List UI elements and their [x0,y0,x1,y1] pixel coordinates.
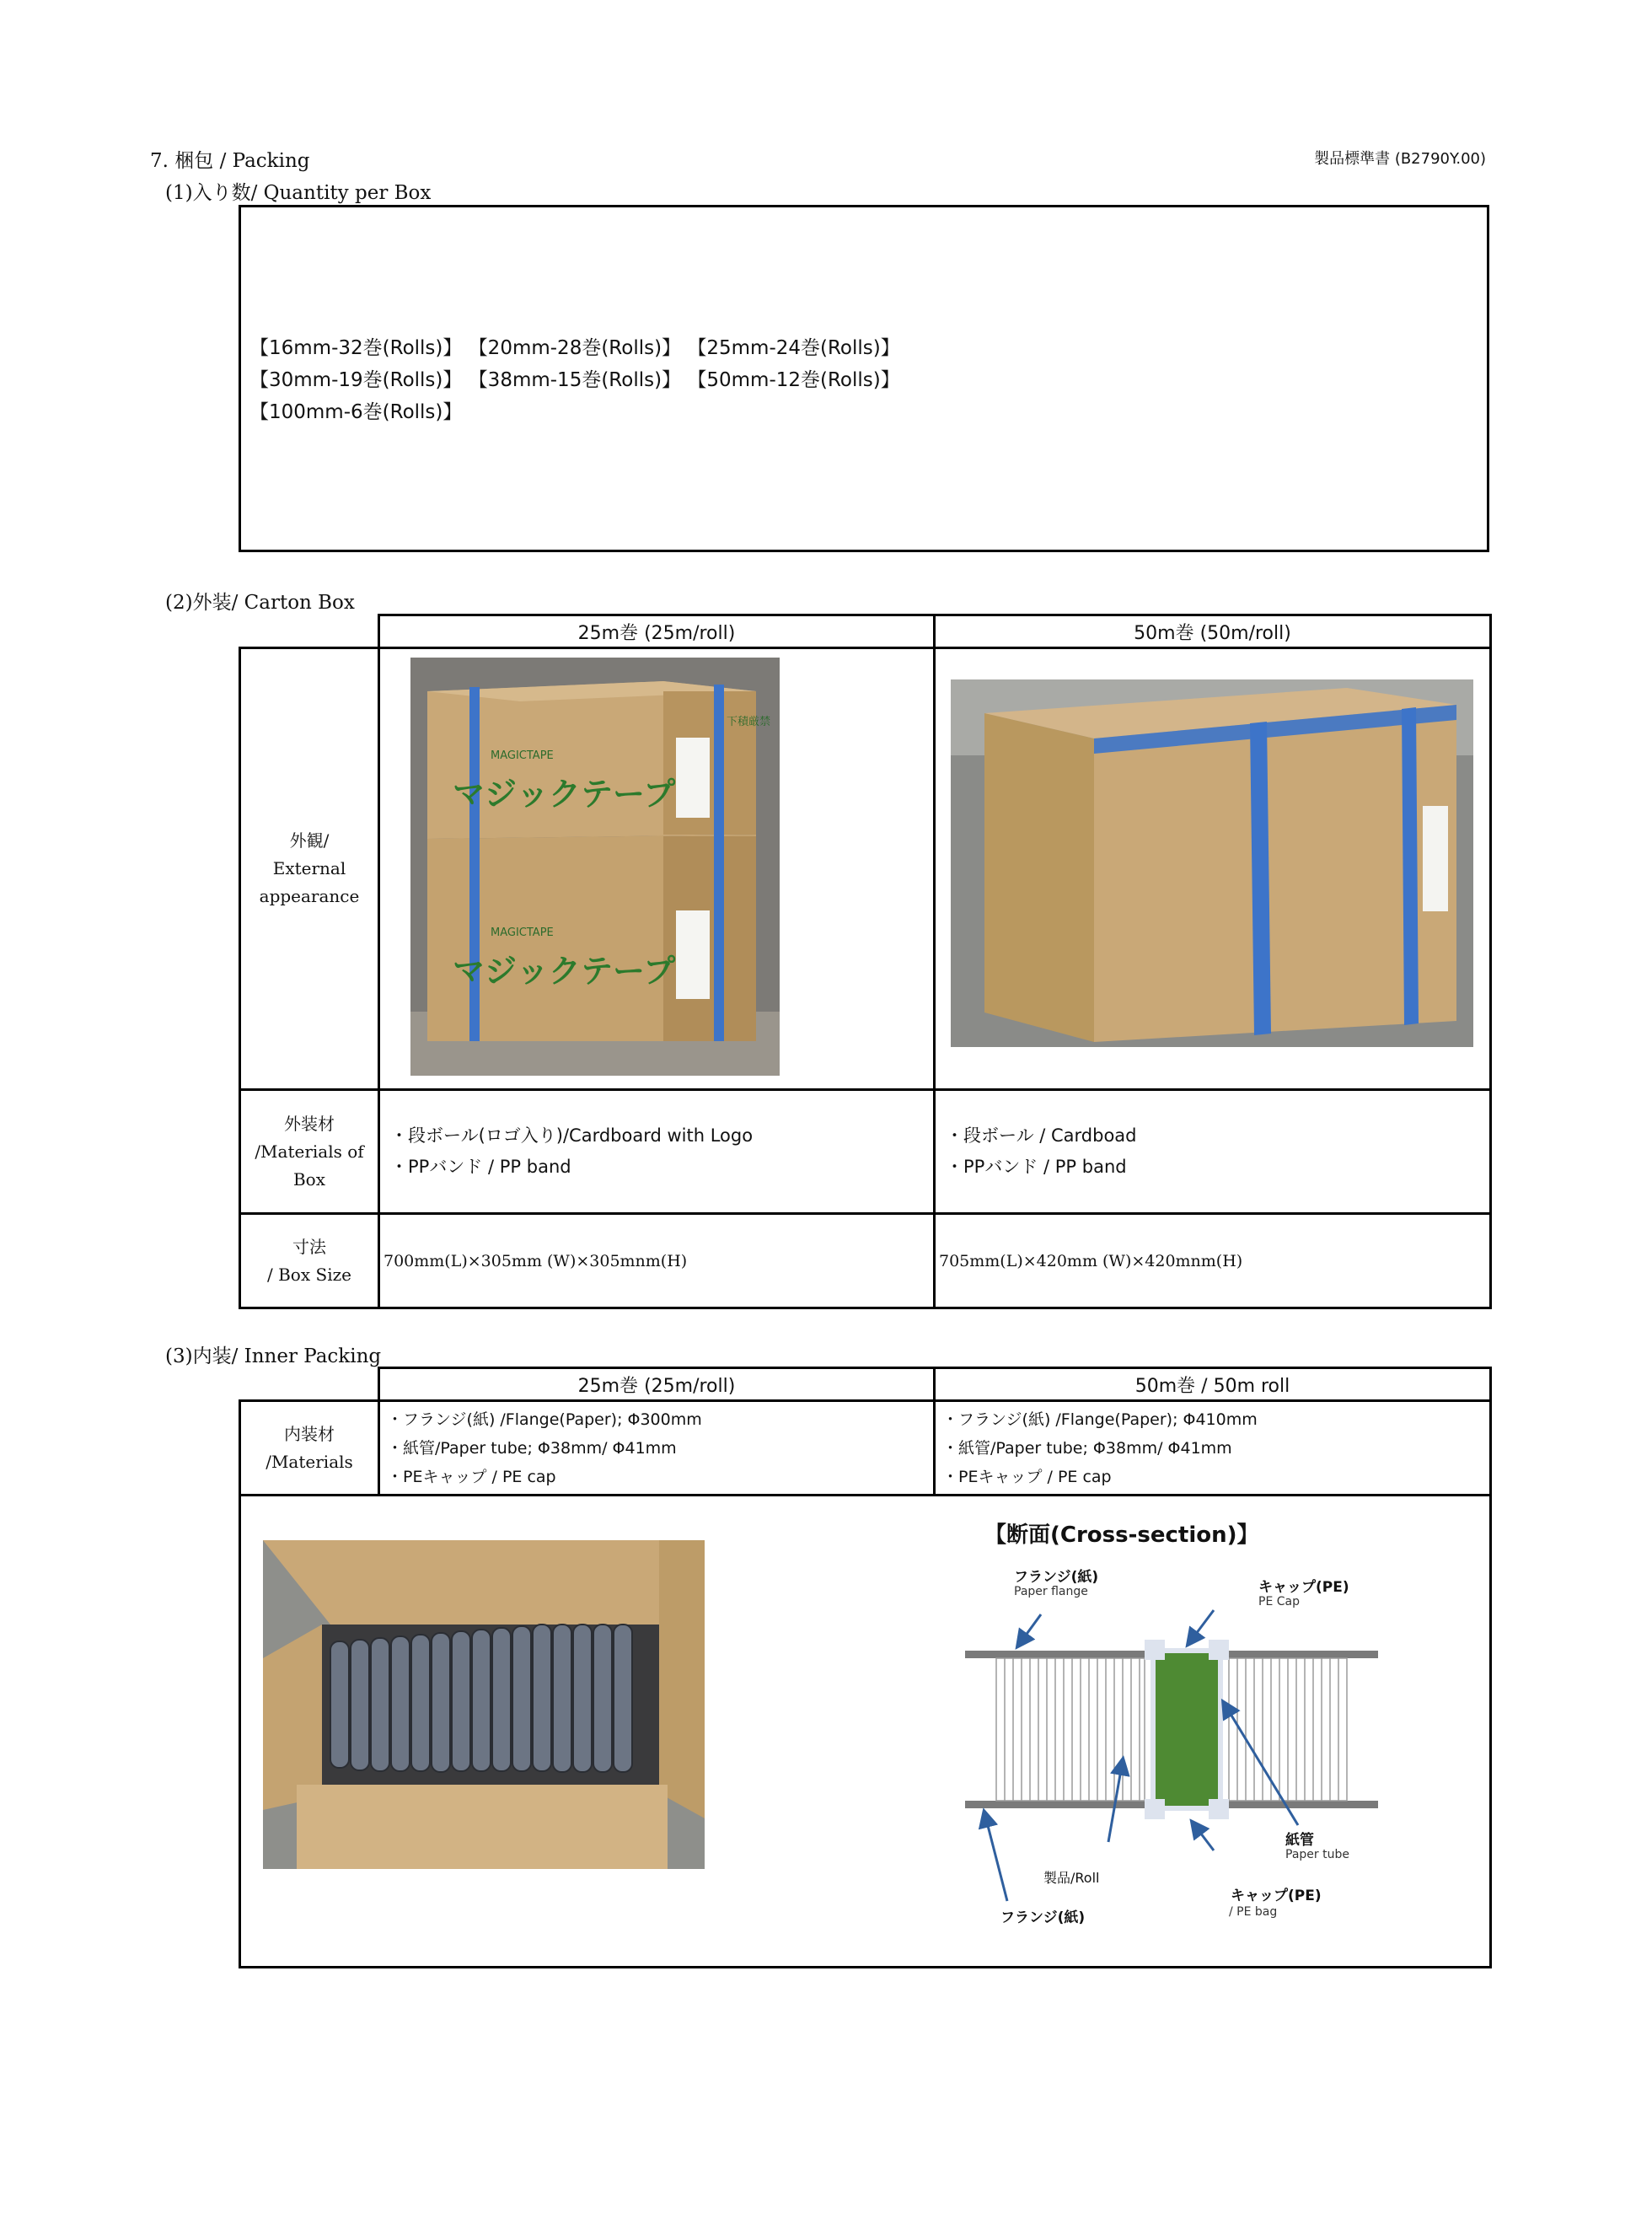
label-roll: 製品/Roll [1043,1870,1100,1886]
roll-right [1229,1658,1347,1801]
carton-col2-header: 50m巻 (50m/roll) [935,615,1491,648]
label-flange-top-sub: Paper flange [1014,1585,1088,1598]
appearance-label: 外観/ External appearance [240,648,379,1090]
box-brand-top: マジックテープ [453,776,676,813]
label-cap-bottom-sub: / PE bag [1229,1905,1278,1919]
carton-photo-50m [951,679,1473,1047]
section-title: 7. 梱包 / Packing [150,150,310,172]
inner-photo [263,1540,705,1869]
size-label: 寸法 / Box Size [240,1214,379,1308]
carton-col1-materials: ・段ボール(ロゴ入り)/Cardboard with Logo ・PPバンド / PP band [379,1090,935,1214]
box-brand-bottom: マジックテープ [453,953,676,990]
paper-tube [1153,1651,1220,1808]
inner-col1-header: 25m巻 (25m/roll) [379,1368,935,1401]
label-flange-top: フランジ(紙) [1014,1569,1099,1586]
quantity-box [239,205,1489,552]
plain-box-image [951,679,1473,1047]
cross-section-drawing [961,1551,1399,1939]
inner-col2-header: 50m巻 / 50m roll [935,1368,1491,1401]
inner-materials-label: 内装材 /Materials [240,1401,379,1496]
cap-bottom-left [1145,1799,1165,1819]
label-tube-sub: Paper tube [1285,1848,1349,1861]
carton-col1-header: 25m巻 (25m/roll) [379,615,935,648]
box-brand-small: MAGICTAPE [491,926,554,939]
label-flange-bottom: フランジ(紙) [1000,1909,1086,1926]
box-brand-small: MAGICTAPE [491,749,554,762]
cap-bottom-right [1209,1799,1229,1819]
carton-col2-size: 705mm(L)×420mm (W)×420mnm(H) [935,1214,1491,1308]
cross-section-title: 【断面(Cross-section)】 [984,1523,1259,1548]
carton-photo-25m [410,658,780,1076]
inner-col2-materials: ・フランジ(紙) /Flange(Paper); Φ410mm ・紙管/Paper tube; Φ38mm/ Φ41mm ・PEキャップ / PE cap [935,1401,1491,1496]
roll-left [996,1658,1145,1801]
quantity-line: 【100mm-6巻(Rolls)】 [249,401,463,423]
cap-top-right [1209,1640,1229,1660]
carton-col2-materials: ・段ボール / Cardboad ・PPバンド / PP band [935,1090,1491,1214]
label-tube: 紙管 [1285,1832,1314,1849]
label-cap-top-sub: PE Cap [1258,1595,1300,1608]
document-number: 製品標準書 (B2790Y.00) [1314,150,1486,168]
inner-col1-materials: ・フランジ(紙) /Flange(Paper); Φ300mm ・紙管/Paper tube; Φ38mm/ Φ41mm ・PEキャップ / PE cap [379,1401,935,1496]
quantity-line: 【30mm-19巻(Rolls)】 【38mm-15巻(Rolls)】 【50mm-12巻(Rolls)】 [249,369,900,391]
cap-top-left [1145,1640,1165,1660]
stacked-boxes-image [410,658,780,1076]
label-cap-top: キャップ(PE) [1258,1579,1349,1596]
open-box-rolls-image [263,1540,705,1869]
carton-title: (2)外装/ Carton Box [165,592,355,614]
quantity-line: 【16mm-32巻(Rolls)】 【20mm-28巻(Rolls)】 【25mm-24巻(Rolls)】 [249,337,900,359]
box-side-label: 下積厳禁 [727,716,771,728]
materials-label: 外装材 /Materials of Box [240,1090,379,1214]
carton-col1-size: 700mm(L)×305mm (W)×305mnm(H) [379,1214,935,1308]
quantity-title: (1)入り数/ Quantity per Box [165,182,432,204]
inner-title: (3)内装/ Inner Packing [165,1345,382,1367]
label-cap-bottom: キャップ(PE) [1231,1888,1322,1904]
